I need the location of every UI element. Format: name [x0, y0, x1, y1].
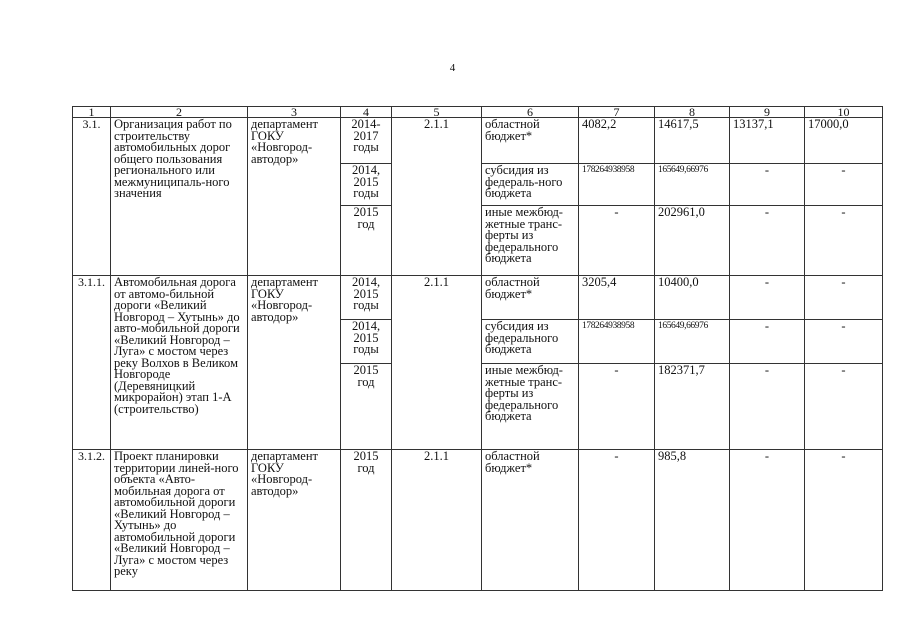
- row-number: 3.1.1.: [73, 276, 111, 450]
- column-number: 8: [655, 107, 730, 118]
- amount-col8: 202961,0: [655, 206, 730, 276]
- column-number: 5: [392, 107, 482, 118]
- table-row: [73, 450, 883, 591]
- funding-source: областной бюджет*: [482, 118, 579, 164]
- funding-source: иные межбюд-жетные транс-ферты из федерального бюджета: [482, 206, 579, 276]
- amount-col10: -: [805, 364, 883, 450]
- amount-col7: 178264938958: [579, 320, 655, 364]
- amount-col8: 14617,5: [655, 118, 730, 164]
- program-table: [72, 106, 883, 591]
- amount-col10: 17000,0: [805, 118, 883, 164]
- table-row: [73, 276, 883, 320]
- amount-col9: -: [730, 276, 805, 320]
- column-number: 7: [579, 107, 655, 118]
- amount-col7: -: [579, 364, 655, 450]
- header-row: [73, 107, 883, 118]
- column-number: 2: [111, 107, 248, 118]
- column-number: 3: [248, 107, 341, 118]
- measure-name: Автомобильная дорога от автомо-бильной дороги «Великий Новгород – Хутынь» до авто-мобильной дороги «Великий Новгород – Луга» с мостом через реку Волхов в Великом Новгороде (Деревяницкий микрорайон) этап 1-А (строительство): [111, 276, 248, 450]
- funding-source: субсидия из федераль-ного бюджета: [482, 164, 579, 206]
- amount-col8: 182371,7: [655, 364, 730, 450]
- amount-col10: -: [805, 320, 883, 364]
- table-row: [73, 118, 883, 164]
- amount-col10: -: [805, 206, 883, 276]
- page-number: 4: [449, 62, 456, 74]
- amount-col8: 165649,66976: [655, 164, 730, 206]
- amount-col9: 13137,1: [730, 118, 805, 164]
- amount-col7: -: [579, 206, 655, 276]
- target-indicator: 2.1.1: [392, 276, 482, 450]
- funding-source: областной бюджет*: [482, 450, 579, 591]
- amount-col10: -: [805, 450, 883, 591]
- measure-name: Организация работ по строительству автомобильных дорог общего пользования регионального или межмуниципаль-ного значения: [111, 118, 248, 276]
- column-number: 9: [730, 107, 805, 118]
- amount-col7: -: [579, 450, 655, 591]
- period: 2014, 2015 годы: [341, 276, 392, 320]
- funding-source: иные межбюд-жетные транс-ферты из федерального бюджета: [482, 364, 579, 450]
- period: 2015 год: [341, 206, 392, 276]
- measure-name-text: Проект планировки территории линей-ного объекта «Авто-мобильная дорога от автомобильной дороги «Великий Новгород – Хутынь» до автомобильной дороги «Великий Новгород – Луга» с мостом через реку: [114, 449, 239, 578]
- period: 2015 год: [341, 364, 392, 450]
- measure-name: [111, 450, 248, 591]
- period: 2014-2017 годы: [341, 118, 392, 164]
- funding-source: субсидия из федерального бюджета: [482, 320, 579, 364]
- target-indicator: 2.1.1: [392, 450, 482, 591]
- row-number: 3.1.2.: [73, 450, 111, 591]
- amount-col8: 165649,66976: [655, 320, 730, 364]
- executor: департамент ГОКУ «Новгород-автодор»: [248, 276, 341, 450]
- amount-col9: -: [730, 364, 805, 450]
- amount-col9: -: [730, 164, 805, 206]
- period: 2014, 2015 годы: [341, 320, 392, 364]
- executor: департамент ГОКУ «Новгород-автодор»: [248, 118, 341, 276]
- amount-col10: -: [805, 164, 883, 206]
- amount-col7: 3205,4: [579, 276, 655, 320]
- period: 2014, 2015 годы: [341, 164, 392, 206]
- column-number: 1: [73, 107, 111, 118]
- target-indicator: 2.1.1: [392, 118, 482, 276]
- column-number: 6: [482, 107, 579, 118]
- amount-col10: -: [805, 276, 883, 320]
- amount-col8: 985,8: [655, 450, 730, 591]
- amount-col7: 178264938958: [579, 164, 655, 206]
- amount-col7: 4082,2: [579, 118, 655, 164]
- row-number: 3.1.: [73, 118, 111, 276]
- amount-col9: -: [730, 206, 805, 276]
- amount-col9: -: [730, 320, 805, 364]
- column-number: 10: [805, 107, 883, 118]
- funding-source: областной бюджет*: [482, 276, 579, 320]
- column-number: 4: [341, 107, 392, 118]
- amount-col8: 10400,0: [655, 276, 730, 320]
- amount-col9: -: [730, 450, 805, 591]
- executor: департамент ГОКУ «Новгород-автодор»: [248, 450, 341, 591]
- period: 2015 год: [341, 450, 392, 591]
